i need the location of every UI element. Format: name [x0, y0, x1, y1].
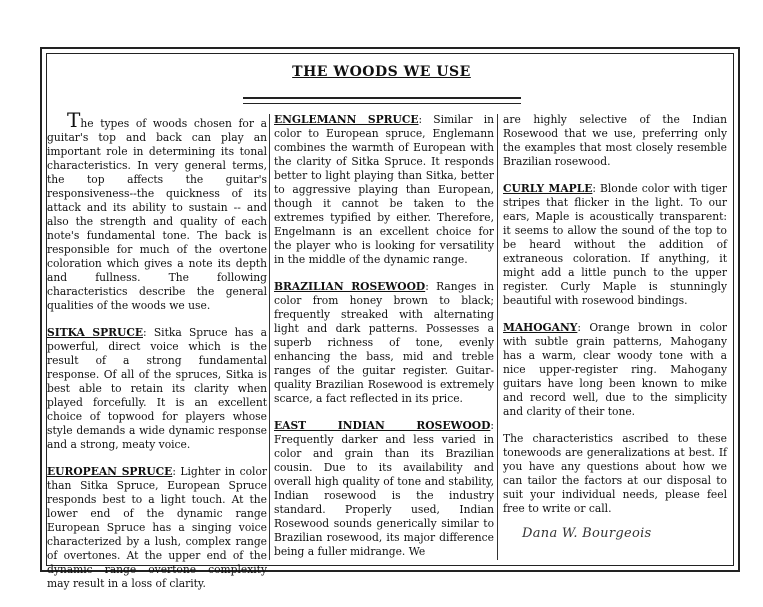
column-divider-2 [497, 114, 498, 560]
section-european [47, 465, 267, 591]
title-rule [243, 97, 521, 104]
section-east-indian [274, 419, 494, 559]
text-brazilian: : Ranges in color from honey brown to black; frequently streaked with alternating light and dark patterns. Possesses a superb richness of tone, evenly enhancing the bass, mid and treble ranges of the guitar register. Guitar-quality Brazilian Rosewood is extremely scarce, a fact reflected in its price. [274, 280, 494, 405]
signature: Dana W. Bourgeois [522, 526, 652, 541]
section-mahogany [503, 321, 727, 419]
heading-englemann: ENGLEMANN SPRUCE [274, 113, 419, 126]
section-east-indian-continued: are highly selective of the Indian Rosewood that we use, preferring only the examples that most closely resemble Brazilian rosewood. [503, 113, 727, 168]
section-sitka [47, 326, 267, 452]
text-sitka: : Sitka Spruce has a powerful, direct voice which is the result of a strong fundamental response. Of all of the spruces, Sitka is best able to retain its clarity when played forcefully. It is an excellent choice of topwood for players whose style demands a wide dynamic response and a strong, meaty voice. [47, 326, 267, 451]
heading-european: EUROPEAN SPRUCE [47, 465, 173, 478]
heading-brazilian: BRAZILIAN ROSEWOOD [274, 280, 426, 293]
page-title: THE WOODS WE USE [292, 64, 471, 80]
drop-cap: T [67, 108, 81, 132]
intro-text: he types of woods chosen for a guitar's top and back can play an important role in determining its tonal characteristics. In very general terms, the top affects the guitar's responsiveness--the quickness of its attack and its ability to sustain -- and also the strength and quality of each note's fundamental tone. The back is responsible for much of the overtone coloration which gives a note its depth and fullness. The following characteristics describe the general qualities of the woods we use. [47, 117, 267, 312]
text-east-indian: : Frequently darker and less varied in color and grain than its Brazilian cousin. Due to its availability and overall high quality of tone and stability, Indian rosewood is the industry standard. Properly used, Indian Rosewood sounds generically similar to Brazilian rosewood, its major difference being a fuller midrange. We [274, 419, 494, 558]
section-curly-maple [503, 182, 727, 308]
column-1 [47, 108, 267, 590]
closing-paragraph: The characteristics ascribed to these tonewoods are generalizations at best. If you have any questions about how we can tailor the factors at our disposal to suit your individual needs, please feel free to write or call. [503, 432, 727, 515]
section-brazilian [274, 280, 494, 406]
text-curly-maple: : Blonde color with tiger stripes that flicker in the light. To our ears, Maple is acoustically transparent: it seems to allow the sound of the top to be heard without the addition of extraneous coloration. If anything, it might add a little punch to the upper register. Curly Maple is stunningly beautiful with rosewood bindings. [503, 182, 727, 307]
heading-mahogany: MAHOGANY [503, 321, 578, 334]
intro-paragraph [47, 108, 267, 313]
text-englemann: : Similar in color to European spruce, Englemann combines the warmth of European with the clarity of Sitka Spruce. It responds better to light playing than Sitka, better to aggressive playing than European, though it cannot be taken to the extremes typified by either. Therefore, Engelmann is an excellent choice for the player who is looking for versatility in the middle of the dynamic range. [274, 113, 494, 266]
column-3 [503, 113, 727, 568]
column-2 [274, 113, 494, 568]
heading-east-indian: EAST INDIAN ROSEWOOD [274, 419, 491, 432]
heading-sitka: SITKA SPRUCE [47, 326, 143, 339]
text-mahogany: : Orange brown in color with subtle grain patterns, Mahogany has a warm, clear woody tone with a nice upper-register ring. Mahogany guitars have long been known to mike and record well, due to the simplicity and clarity of their tone. [503, 321, 727, 418]
section-englemann [274, 113, 494, 267]
heading-curly-maple: CURLY MAPLE [503, 182, 593, 195]
column-divider-1 [269, 114, 270, 560]
text-european: : Lighter in color than Sitka Spruce, European Spruce responds best to a light touch. At the lower end of the dynamic range European Spruce has a singing voice characterized by a lush, complex range of overtones. At the upper end of the dynamic range overtone complexity may result in a loss of clarity. [47, 465, 267, 590]
